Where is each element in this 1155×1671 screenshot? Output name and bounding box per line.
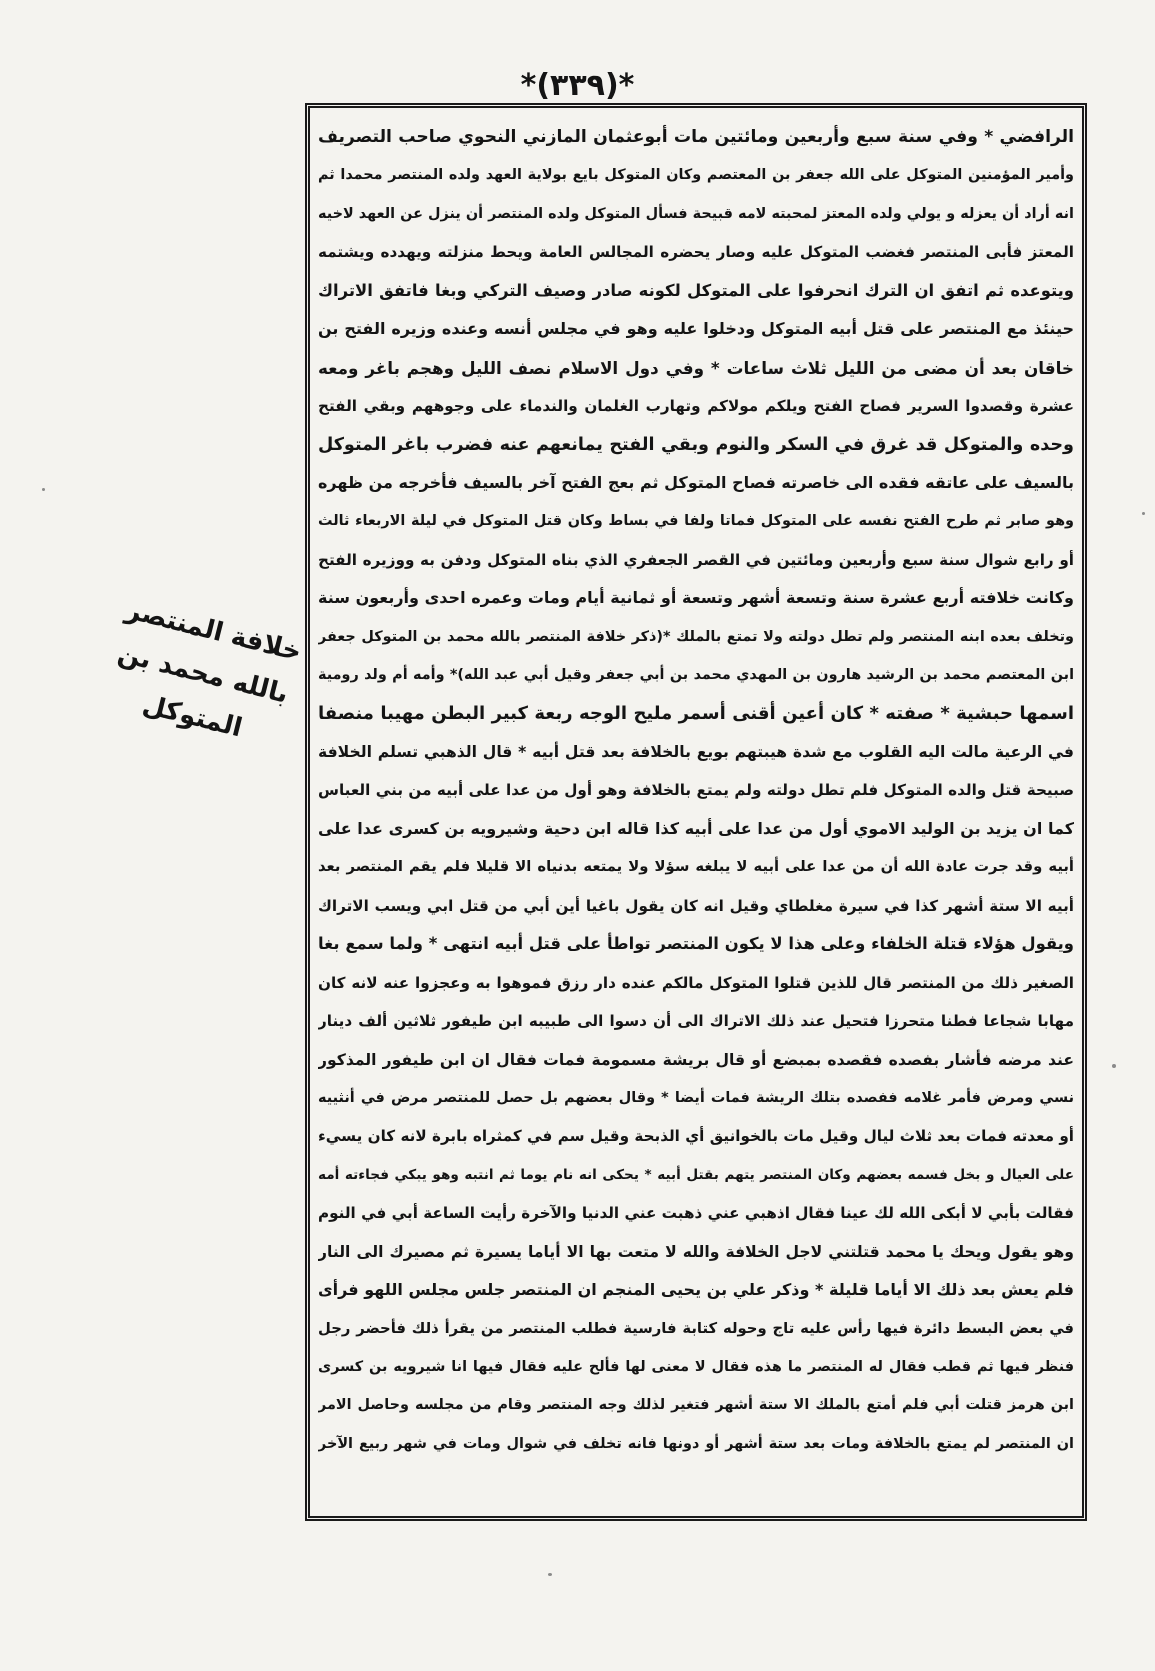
text-line: اسمها حبشية * صفته * كان أعين أقنى أسمر مليح الوجه ربعة كبير البطن مهيبا منصفا [318,702,1074,724]
text-line: مهابا شجاعا فطنا متحرزا فتحيل عند ذلك الاتراك الى أن دسوا الى طبيبه ابن طيفور ثلاثين ألف دينار [318,1012,1074,1031]
text-line: فنظر فيها ثم قطب فقال له المنتصر ما هذه فقال لا معنى لها فألح عليه فقال فيها انا شيرويه بن كسرى [318,1359,1074,1375]
text-line: ويقول هؤلاء قتلة الخلفاء وعلى هذا لا يكون المنتصر تواطأ على قتل أبيه انتهى * ولما سمع بغا [318,934,1074,954]
text-line: بالسيف على عاتقه فقده الى خاصرته فصاح المتوكل ثم بعج الفتح آخر بالسيف فأخرجه من ظهره [318,472,1074,492]
scan-speck [1112,1064,1116,1068]
scan-speck [548,1573,552,1576]
text-line: أبيه وقد جرت عادة الله أن من عدا على أبيه لا يبلغه سؤلا ولا يمتعه بدنياه الا قليلا فلم يقم المنتصر بعد [318,858,1074,876]
page-number: *(٣٣٩)* [520,68,635,103]
text-line: أو معدته فمات بعد ثلاث ليال وقيل مات بالخوانيق أي الذبحة وقيل سم في كمثراه بابرة لانه كان يسيء [318,1127,1074,1146]
text-line: وكانت خلافته أربع عشرة سنة وتسعة أشهر وتسعة أو ثمانية أيام ومات وعمره احدى وأربعون سنة [318,588,1074,608]
text-line: المعتز فأبى المنتصر فغضب المتوكل عليه وصار يحضره المجالس العامة ويحط منزلته ويهدده ويشتمه [318,243,1074,262]
text-line: ابن المعتصم محمد بن الرشيد هارون بن المهدي محمد بن أبي جعفر وقيل أبي عبد الله)* وأمه أم ولد رومية [318,667,1074,684]
text-line: حينئذ مع المنتصر على قتل أبيه المتوكل ودخلوا عليه وهو في مجلس أنسه وعنده وزيره الفتح بن [318,319,1074,339]
text-line: عشرة وقصدوا السرير فصاح الفتح ويلكم مولاكم وتهارب الغلمان والندماء على وجوههم وبقي الفتح [318,397,1074,416]
text-line: نسي ومرض فأمر غلامه ففصده بتلك الريشة فمات أيضا * وقال بعضهم بل حصل للمنتصر مرض في أنثييه [318,1089,1074,1106]
text-line: وتخلف بعده ابنه المنتصر ولم تطل دولته ولا تمتع بالملك *(ذكر خلافة المنتصر بالله محمد بن المتوكل جعفر [318,628,1074,645]
text-line: وهو يقول ويحك يا محمد قتلتني لاجل الخلافة والله لا متعت بها الا أياما يسيرة ثم مصيرك الى النار [318,1242,1074,1261]
scan-speck [42,488,45,491]
text-line: في الرعية مالت اليه القلوب مع شدة هيبتهم بويع بالخلافة بعد قتل أبيه * قال الذهبي تسلم الخلافة [318,743,1074,761]
text-line: وحده والمتوكل قد غرق في السكر والنوم وبقي الفتح يمانعهم عنه فضرب باغر المتوكل [318,434,1074,455]
text-line: أبيه الا ستة أشهر كذا في سيرة مغلطاي وقيل انه كان يقول باغيا أين أبي من قتل ابي ويسب الاتراك [318,896,1074,915]
main-text [318,118,1074,1508]
text-line: صبيحة قتل والده المتوكل فلم تطل دولته ولم يمتع بالخلافة وهو أول من عدا على أبيه من بني العباس [318,781,1074,800]
text-line: عند مرضه فأشار بفصده فقصده بمبضع أو قال بريشة مسمومة فمات فقال ان ابن طيفور المذكور [318,1050,1074,1069]
margin-note: خلافة المنتصر بالله محمد بن المتوكل [114,595,305,744]
text-line: أو رابع شوال سنة سبع وأربعين ومائتين في القصر الجعفري الذي بناه المتوكل ودفن به ووزيره الفتح [318,550,1074,569]
text-line: ان المنتصر لم يمتع بالخلافة ومات بعد ستة أشهر أو دونها فانه تخلف في شوال ومات في شهر ربيع الآخر [318,1435,1074,1452]
scan-speck [1142,512,1145,515]
text-line: ابن هرمز قتلت أبي فلم أمتع بالملك الا ستة أشهر فتغير لذلك وجه المنتصر وقام من مجلسه وحاصل الامر [318,1397,1074,1414]
text-line: وأمير المؤمنين المتوكل على الله جعفر بن المعتصم وكان المتوكل بايع بولاية العهد ولده المنتصر محمدا ثم [318,167,1074,184]
text-line: انه أراد أن يعزله و يولي ولده المعتز لمحبته لامه قبيحة فسأل المتوكل ولده المنتصر أن ينزل عن العهد لاخيه [318,205,1074,222]
text-line: الصغير ذلك من المنتصر قال للذين قتلوا المتوكل مالكم عنده دار رزق فموهوا به وعجزوا عنه لانه كان [318,973,1074,992]
text-line: فلم يعش بعد ذلك الا أياما قليلة * وذكر علي بن يحيى المنجم ان المنتصر جلس مجلس اللهو فرأى [318,1280,1074,1300]
text-line: ويتوعده ثم اتفق ان الترك انحرفوا على المتوكل لكونه صادر وصيف التركي وبغا فاتفق الاتراك [318,280,1074,300]
text-line: فقالت بأبي لا أبكى الله لك عينا فقال اذهبي عني ذهبت عني الدنيا والآخرة رأيت الساعة أبي في النوم [318,1204,1074,1223]
text-line: في بعض البسط دائرة فيها رأس عليه تاج وحوله كتابة فارسية فطلب المنتصر من يقرأ ذلك فأحضر رجل [318,1319,1074,1337]
text-line: وهو صابر ثم طرح الفتح نفسه على المتوكل فماتا ولفا في بساط وكان قتل المتوكل في ليلة الاربعاء ثالث [318,513,1074,530]
text-line: كما ان يزيد بن الوليد الاموي أول من عدا على أبيه كذا قاله ابن دحية وشيرويه بن كسرى عدا على [318,818,1074,838]
text-line: خاقان بعد أن مضى من الليل ثلاث ساعات * وفي دول الاسلام نصف الليل وهجم باغر ومعه [318,357,1074,378]
text-line: الرافضي * وفي سنة سبع وأربعين ومائتين مات أبوعثمان المازني النحوي صاحب التصريف [318,127,1074,147]
text-line: على العيال و بخل فسمه بعضهم وكان المنتصر يتهم بقتل أبيه * يحكى انه نام يوما ثم انتبه وهو يبكي فجاءته أمه [318,1166,1074,1183]
